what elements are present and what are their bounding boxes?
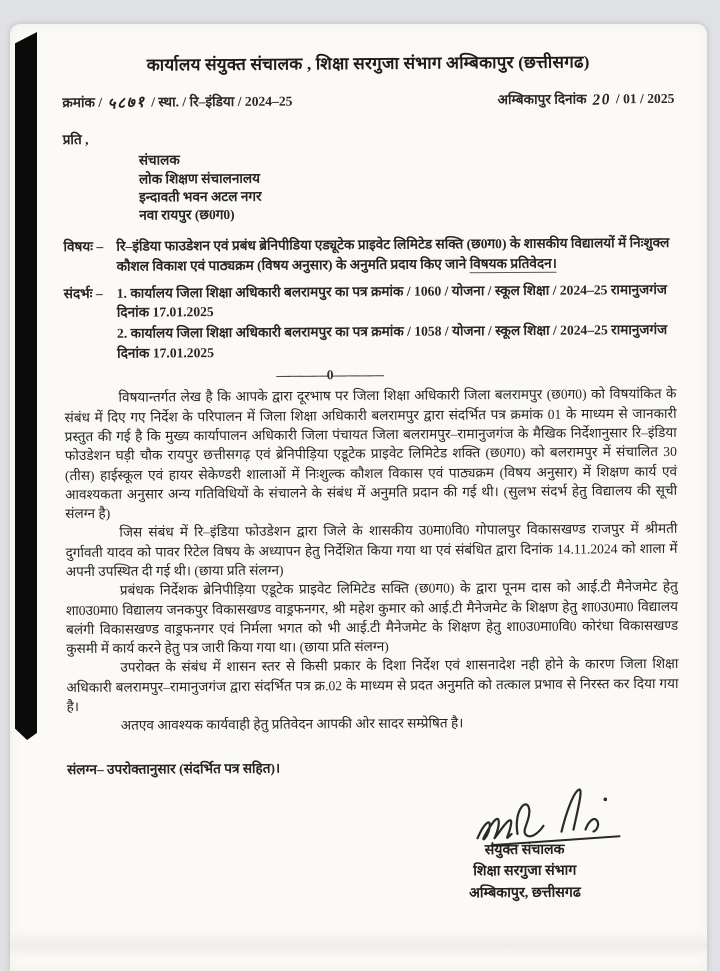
addressee-line: संचालक [138,152,180,169]
reference-number-row [62,88,674,114]
body-paragraph: उपरोक्त के संबंध में शासन स्तर से किसी प्रकार के दिशा निर्देश एवं शासनादेश नही होने के कारण जिला शिक्षा अधिकारी बलरामपुर–रामानुजगंज द्वारा संदर्भित पत्र क्र.02 के माध्यम से प्रदत अनुमति को तत्काल प्रभाव से निरस्त कर दिया गया है। [66,656,679,715]
subject-row [63,233,675,276]
signatory-place: अम्बिकापुर, छत्तीसगढ [468,884,581,901]
addressee-label: प्रति , [62,132,89,148]
subject-label: विषयः – [63,239,104,255]
letter-body [64,384,678,736]
addressee-line: लोक शिक्षण संचालनालय [138,170,261,187]
enclosure-line: संलग्न– उपरोक्तानुसार (संदर्भित पत्र सहित)। [67,760,281,777]
scan-edge-artifact [15,32,37,740]
office-title: कार्यालय संयुक्त संचालक , शिक्षा सरगुजा संभाग अम्बिकापुर (छत्तीसगढ) [146,52,590,75]
addressee-line: इन्दावती भवन अटल नगर [139,188,262,205]
addressee-line: नवा रायपुर (छ0ग0) [139,206,235,223]
scanned-letter-page [10,24,707,971]
letter-content [62,42,680,907]
date-suffix: / 01 / 2025 [615,90,675,107]
reference-label: संदर्भः – [63,285,103,301]
subject-text [116,233,675,275]
reference-items [117,280,677,365]
signatory-division: शिक्षा सरगुजा संभाग [473,862,577,880]
signatory-designation: संयुक्त संचालक [484,841,565,859]
body-paragraph: अतएव आवश्यक कार्यवाही हेतु प्रतिवेदन आपकी ओर सादर सम्प्रेषित है। [120,715,464,734]
section-divider: ————0———— [276,366,383,383]
place-and-date [497,88,674,111]
body-paragraph: जिस संबंध में रि–इंडिया फोउडेशन द्वारा जिले के शासकीय उ0मा0वि0 गोपालपुर विकासखण्ड राजपुर में श्रीमती दुर्गावती यादव को पावर रिटेल विषय के अध्यापन हेतु निर्देशित किया गया था एवं संबंधित द्वारा दिनांक 14.11.2024 को शाला में अपनी उपस्थित दी गई थी। (छाया प्रति संलग्न) [65,521,678,580]
scan-shadow-band [10,929,707,959]
letter-number-suffix: / स्था. / रि–इंडिया / 2024–25 [151,93,293,110]
body-paragraph: प्रबंधक निर्देशक ब्रेनिपीड़िया एडूटेक प्राइवेट लिमिटेड सक्ति (छ0ग0) के द्वारा पूनम दास को आई.टी मैनेजमेट हेतु शा0उ0मा0 विद्यालय जनकपुर विकासखण्ड वाड्रफनगर, श्री महेश कुमार को आई.टी मैनेजमेट के शिक्षण हेतु शा0उ0मा0 विद्यालय बलंगी विकासखण्ड वाड्रफनगर एवं निर्मला भगत को भी आई.टी मैनेजमेट के शिक्षण हेतु शा0उ0मा0वि0 कोरंधा विकासखण्ड कुसमी में कार्य करने हेतु पत्र जारी किया गया था। (छाया प्रति संलग्न) [65,579,679,657]
letter-number-prefix: क्रमांक / [62,94,103,111]
date-day-handwritten: 20 [591,90,611,110]
reference-item: 2. कार्यालय जिला शिक्षा अधिकारी बलरामपुर का पत्र क्रमांक / 1058 / योजना / स्कूल शिक्षा / 2024–25 रामानुजगंज दिनांक 17.01.2025 [116,322,668,361]
signature-block [399,781,650,905]
body-paragraph: विषयान्तर्गत लेख है कि आपके द्वारा दूरभाष पर जिला शिक्षा अधिकारी जिला बलरामपुर (छ0ग0) को विषयांकित के संबंध में दिए गए निर्देश के परिपालन में जिला शिक्षा अधिकारी बलरामपुर द्वारा संदर्भित पत्र क्रमांक 01 के माध्यम से जानकारी प्रस्तुत की गई है कि मुख्य कार्यापालन अधिकारी जिला पंचायत जिला बलरामपुर–रामानुजगंज के मैखिक निर्देशानुसार रि–इंडिया फोउडेशन घड़ी चौक रायपुर छत्तीसगढ़ एवं ब्रेनिपीड़िया एडूटेक प्राइवेट लिमिटेड शक्ति (छ0ग0) को बलरामपुर में संचालित 30 (तीस) हाईस्कूल एवं हायर सेकेण्डरी शालाओं में निःशुल्क कौशल विकास एवं पाठ्यक्रम (विषय अनुसार) में शिक्षण कार्य एवं आवश्यकता अनुसार अन्य गतिविधियों के संचालने के संबंध में अनुमति प्रदान की गई थी। (सुलभ संदर्भ हेतु विद्यालय की सूची संलग्न है) [64,386,678,522]
letter-number [62,91,292,115]
letter-number-handwritten: ५८७१ [107,93,147,113]
addressee-block [139,148,675,225]
subject-text-underlined: विषयक प्रतिवेदन। [469,255,557,271]
subject-text-main: रि–इंडिया फाउडेशन एवं प्रबंध ब्रेनिपीडिया एड्यूटेक प्राइवेट लिमिटेड सक्ति (छ0ग0) के शासकीय विद्यालयों में निःशुक्ल कौशल विकाश एवं पाठ्यक्रम (विषय अनुसार) के अनुमति प्रदाय किए जाने [116,235,670,274]
reference-row [64,280,677,365]
reference-item: 1. कार्यालय जिला शिक्षा अधिकारी बलरामपुर का पत्र क्रमांक / 1060 / योजना / स्कूल शिक्षा / 2024–25 रामानुजगंज दिनांक 17.01.2025 [116,281,667,320]
place-date-label: अम्बिकापुर दिनांक [497,91,587,108]
